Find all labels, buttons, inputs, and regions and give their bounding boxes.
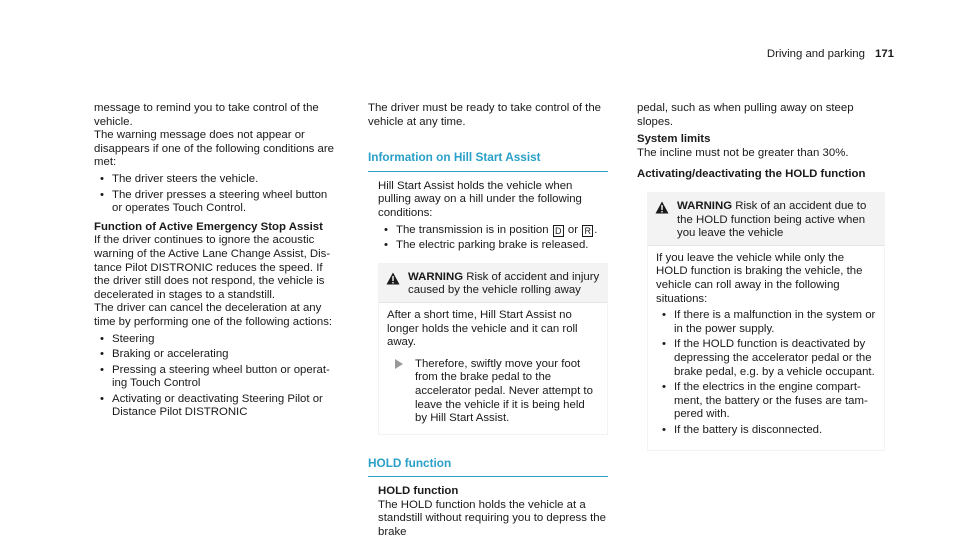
arrow-right-icon (393, 358, 411, 370)
subheading-function: Function of Active Emergency Stop Assist (94, 220, 323, 233)
column-3 (637, 102, 885, 451)
section-heading-hold: HOLD function (368, 457, 608, 478)
subheading-activating: Activating/deactivating the HOLD function (637, 168, 866, 181)
hill-condition-list (378, 224, 608, 253)
action-list (94, 333, 339, 421)
section-heading-hill-start: Information on Hill Start Assist (368, 151, 608, 172)
warning-text: Risk of an accident due to the HOLD function being active when you leave the vehicle (677, 199, 867, 240)
warning-step: Therefore, swiftly move your foot from the brake pedal to the accelerator pedal. Never attempt to leave the vehicle if it is being held by Hill Start Assist. (415, 357, 593, 425)
warning-situation-list (656, 309, 876, 437)
list-item: • The driver presses a steering wheel button or operates Touch Control. (94, 189, 339, 216)
column-2 (368, 102, 608, 540)
warning-text: Risk of accident and injury caused by the vehicle rolling away (408, 270, 600, 297)
warning-body: If you leave the vehicle while only the HOLD function is braking the vehicle, the vehicle can roll away in the following situations: (656, 251, 863, 305)
subheading-hold: HOLD function (378, 485, 459, 498)
paragraph: The driver can cancel the deceleration at any time by performing one of the following actions: (94, 302, 333, 328)
list-item: • If the battery is disconnected. (656, 424, 876, 438)
warning-triangle-icon (655, 201, 669, 214)
paragraph: The incline must not be greater than 30%. (637, 146, 849, 159)
paragraph: The HOLD function holds the vehicle at a standstill without requiring you to depress the brake (378, 498, 606, 539)
paragraph: The driver must be ready to take control of the vehicle at any time. (368, 102, 601, 128)
list-item: • If the HOLD function is deactivated by depressing the accelerator pedal or the brake pedal, e.g. by a vehicle occupant. (656, 338, 876, 379)
paragraph: message to remind you to take control of the vehicle. (94, 102, 319, 128)
page-number: 171 (874, 48, 894, 60)
list-item: • Braking or accelerating (94, 348, 339, 362)
condition-list (94, 173, 339, 216)
subheading-system-limits: System limits (637, 133, 711, 146)
paragraph: The warning message does not appear or disappears if one of the following conditions are met: (94, 129, 334, 169)
gear-d-icon: D (553, 225, 564, 237)
warning-triangle-icon (386, 272, 400, 285)
warning-box (647, 192, 885, 452)
list-item: • Pressing a steering wheel button or operating Touch Control (94, 364, 339, 391)
warning-body: After a short time, Hill Start Assist no longer holds the vehicle and it can roll away. (387, 308, 578, 349)
column-1 (94, 102, 339, 425)
warning-box (378, 263, 608, 435)
list-item: • The driver steers the vehicle. (94, 173, 339, 187)
list-item: • If the electrics in the engine compartment, the battery or the fuses are tampered with. (656, 381, 876, 422)
list-item: • The electric parking brake is released. (378, 239, 608, 253)
list-item: • If there is a malfunction in the system or in the power supply. (656, 309, 876, 336)
warning-label: WARNING (677, 199, 733, 212)
list-item: • Steering (94, 333, 339, 347)
list-item: • The transmission is in position D or R . (378, 224, 608, 238)
paragraph: If the driver continues to ignore the acoustic warning of the Active Lane Change Assist, Distance Pilot DISTRONIC reduces the speed. If the driver still does not respond, the vehicle is decelerated in stages to a standstill. (94, 234, 331, 301)
gear-r-icon: R (582, 225, 593, 237)
paragraph: pedal, such as when pulling away on steep slopes. (637, 102, 854, 128)
paragraph: Hill Start Assist holds the vehicle when pulling away on a hill under the following conditions: (378, 179, 582, 219)
list-item: • Activating or deactivating Steering Pilot or Distance Pilot DISTRONIC (94, 393, 339, 420)
section-title: Driving and parking (766, 48, 865, 60)
warning-label: WARNING (408, 270, 464, 283)
page-header (767, 48, 894, 62)
